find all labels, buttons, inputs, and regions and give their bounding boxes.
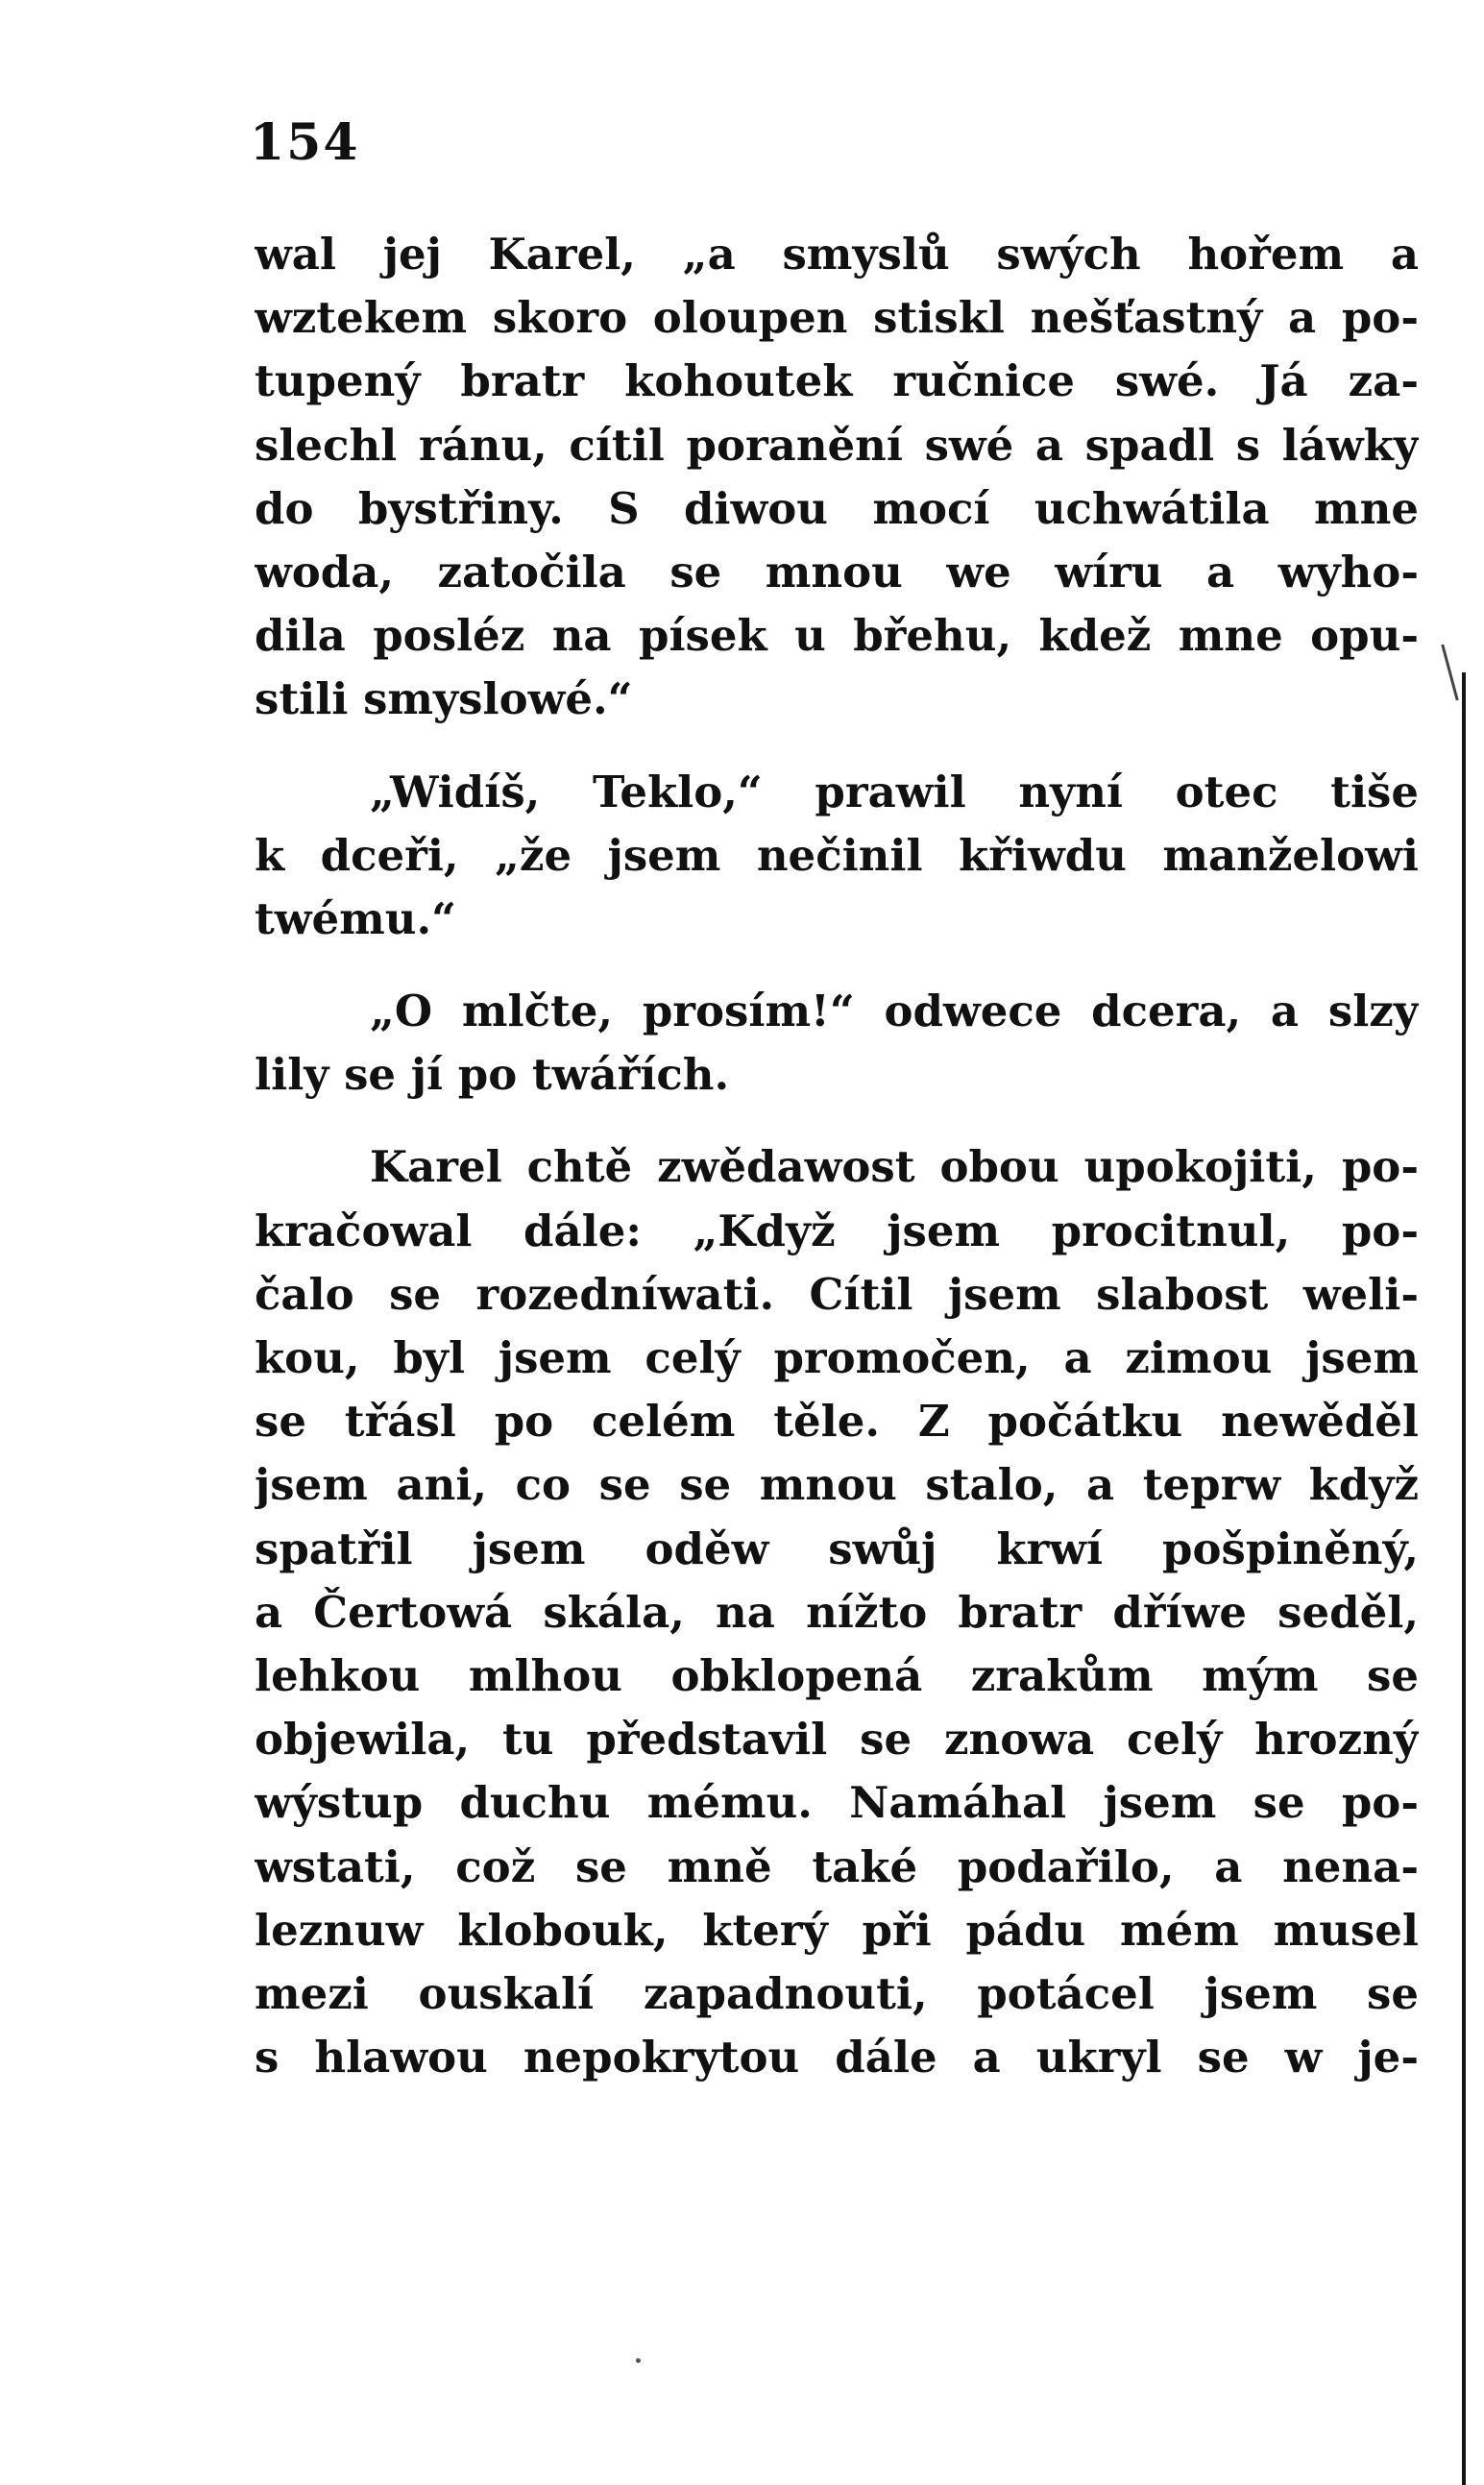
text-line: jsem ani, co se se mnou stalo, a teprw když xyxy=(255,1459,1419,1511)
text-line: do bystřiny. S diwou mocí uchwátila mne xyxy=(255,482,1419,534)
text-line: kračowal dále: „Když jsem procitnul, po- xyxy=(255,1205,1419,1256)
paragraph-gap xyxy=(255,1107,1419,1135)
text-line: objewila, tu představil se znowa celý hrozný xyxy=(255,1714,1419,1766)
paragraph xyxy=(255,1135,1419,2089)
text-line: „O mlčte, prosím!“ odwece dcera, a slzy xyxy=(370,986,1419,1037)
text-line: lily se jí po twářích. xyxy=(255,1049,730,1101)
text-line: twému.“ xyxy=(255,892,457,944)
text-line: wal jej Karel, „a smyslů swých hořem a xyxy=(255,229,1419,280)
text-line: wstati, což se mně také podařilo, a nena- xyxy=(255,1840,1419,1892)
paragraph xyxy=(255,980,1419,1107)
text-line: stili smyslowé.“ xyxy=(255,673,633,725)
paragraph xyxy=(255,761,1419,952)
paragraph xyxy=(255,223,1419,732)
paragraph-gap xyxy=(255,732,1419,761)
text-line: kou, byl jsem celý promočen, a zimou jsem xyxy=(255,1332,1419,1383)
page-edge-border xyxy=(1462,672,1466,2485)
body-text xyxy=(255,223,1419,2089)
text-line: k dceři, „že jsem nečinil křiwdu manželowi xyxy=(255,829,1419,881)
text-line: leznuw klobouk, který při pádu mém musel xyxy=(255,1904,1419,1956)
text-line: mezi ouskalí zapadnouti, potácel jsem se xyxy=(255,1967,1419,2019)
text-line: čalo se rozedníwati. Cítil jsem slabost weli- xyxy=(255,1268,1419,1320)
page-number: 154 xyxy=(250,113,360,172)
text-line: tupený bratr kohoutek ručnice swé. Já za- xyxy=(255,355,1419,407)
paragraph-gap xyxy=(255,951,1419,980)
text-line: slechl ránu, cítil poranění swé a spadl s láwky xyxy=(255,419,1419,471)
text-line: Karel chtě zwědawost obou upokojiti, po- xyxy=(370,1141,1419,1193)
text-line: wýstup duchu mému. Namáhal jsem se po- xyxy=(255,1777,1419,1829)
text-line: dila posléz na písek u břehu, kdež mne opu- xyxy=(255,610,1419,662)
text-line: a Čertowá skála, na nížto bratr dříwe seděl, xyxy=(255,1586,1419,1638)
text-line: lehkou mlhou obklopená zrakům mým se xyxy=(255,1649,1419,1701)
text-line: „Widíš, Teklo,“ prawil nyní otec tiše xyxy=(370,766,1419,817)
text-line: spatřil jsem oděw swůj krwí pošpiněný, xyxy=(255,1523,1419,1574)
text-line: woda, zatočila se mnou we wíru a wyho- xyxy=(255,546,1419,597)
text-line: wztekem skoro oloupen stiskl nešťastný a po- xyxy=(255,292,1419,344)
ink-speck xyxy=(636,2358,641,2363)
text-line: s hlawou nepokrytou dále a ukryl se w je- xyxy=(255,2032,1419,2083)
text-line: se třásl po celém těle. Z počátku newěděl xyxy=(255,1396,1419,1448)
page-edge-mark xyxy=(1441,645,1458,701)
